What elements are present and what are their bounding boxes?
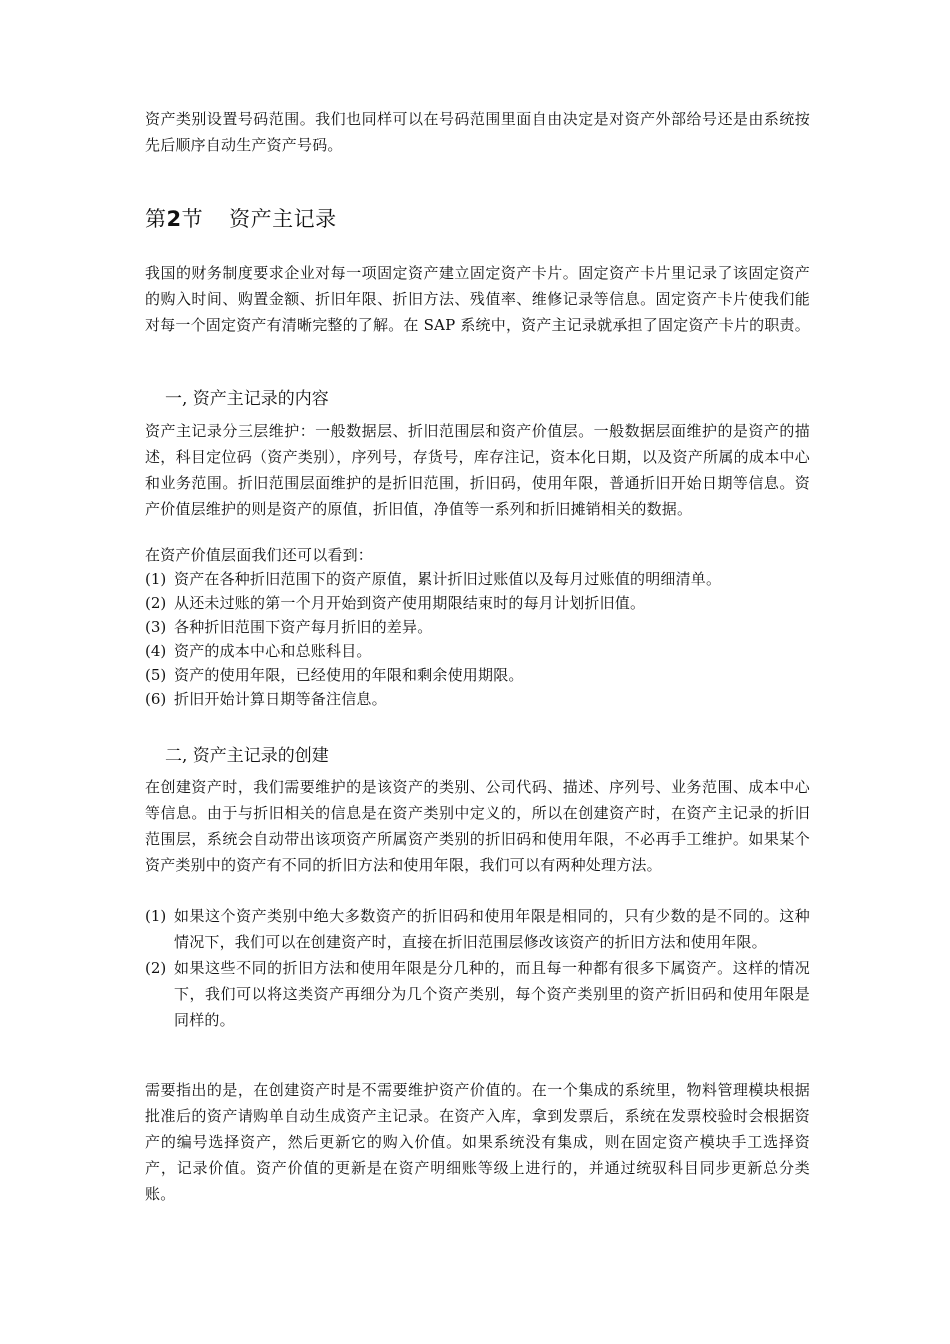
list-item: (2) 如果这些不同的折旧方法和使用年限是分几种的，而且每一种都有很多下属资产。这样的情况下，我们可以将这类资产再细分为几个资产类别，每个资产类别里的资产折旧码和使用年限是同样的。 [145,959,810,1029]
intro-paragraph: 资产类别设置号码范围。我们也同样可以在号码范围里面自由决定是对资产外部给号还是由系统按先后顺序自动生产资产号码。 [145,110,810,154]
list-item: (6) 折旧开始计算日期等备注信息。 [145,690,387,708]
asset-value-list [145,567,810,711]
content-lead-paragraph: 在资产价值层面我们还可以看到： [145,546,374,564]
section-title: 资产主记录 [229,207,337,231]
subheading-content: 一, 资产主记录的内容 [165,389,329,409]
section-body-paragraph: 我国的财务制度要求企业对每一项固定资产建立固定资产卡片。固定资产卡片里记录了该固定资产的购入时间、购置金额、折旧年限、折旧方法、残值率、维修记录等信息。固定资产卡片使我们能对每一个固定资产有清晰完整的了解。在 SAP 系统中，资产主记录就承担了固定资产卡片的职责。 [145,264,810,334]
closing-paragraph: 需要指出的是，在创建资产时是不需要维护资产价值的。在一个集成的系统里，物料管理模块根据批准后的资产请购单自动生成资产主记录。在资产入库，拿到发票后，系统在发票校验时会根据资产的编号选择资产，然后更新它的购入价值。如果系统没有集成，则在固定资产模块手工选择资产，记录价值。资产价值的更新是在资产明细账等级上进行的，并通过统驭科目同步更新总分类账。 [145,1081,810,1203]
list-item: (1) 资产在各种折旧范围下的资产原值，累计折旧过账值以及每月过账值的明细清单。 [145,570,722,588]
section-prefix: 第 [145,207,167,231]
subheading-create: 二, 资产主记录的创建 [165,746,329,766]
list-item: (1) 如果这个资产类别中绝大多数资产的折旧码和使用年限是相同的，只有少数的是不同的。这种情况下，我们可以在创建资产时，直接在折旧范围层修改该资产的折旧方法和使用年限。 [145,907,810,951]
list-item: (4) 资产的成本中心和总账科目。 [145,642,372,660]
list-item: (2) 从还未过账的第一个月开始到资产使用期限结束时的每月计划折旧值。 [145,594,646,612]
list-item: (3) 各种折旧范围下资产每月折旧的差异。 [145,618,433,636]
section-heading [145,204,337,234]
create-body-paragraph: 在创建资产时，我们需要维护的是该资产的类别、公司代码、描述、序列号、业务范围、成本中心等信息。由于与折旧相关的信息是在资产类别中定义的，所以在创建资产时，在资产主记录的折旧范围层，系统会自动带出该项资产所属资产类别的折旧码和使用年限，不必再手工维护。如果某个资产类别中的资产有不同的折旧方法和使用年限，我们可以有两种处理方法。 [145,778,810,874]
content-body-paragraph: 资产主记录分三层维护：一般数据层、折旧范围层和资产价值层。一般数据层面维护的是资产的描述，科目定位码（资产类别），序列号，存货号，库存注记，资本化日期，以及资产所属的成本中心和业务范围。折旧范围层面维护的是折旧范围，折旧码，使用年限，普通折旧开始日期等信息。资产价值层维护的则是资产的原值，折旧值，净值等一系列和折旧摊销相关的数据。 [145,422,810,518]
list-item: (5) 资产的使用年限，已经使用的年限和剩余使用期限。 [145,666,524,684]
section-number: 2 [166,207,182,231]
section-suffix: 节 [181,207,204,231]
handling-method-list [145,903,810,1033]
